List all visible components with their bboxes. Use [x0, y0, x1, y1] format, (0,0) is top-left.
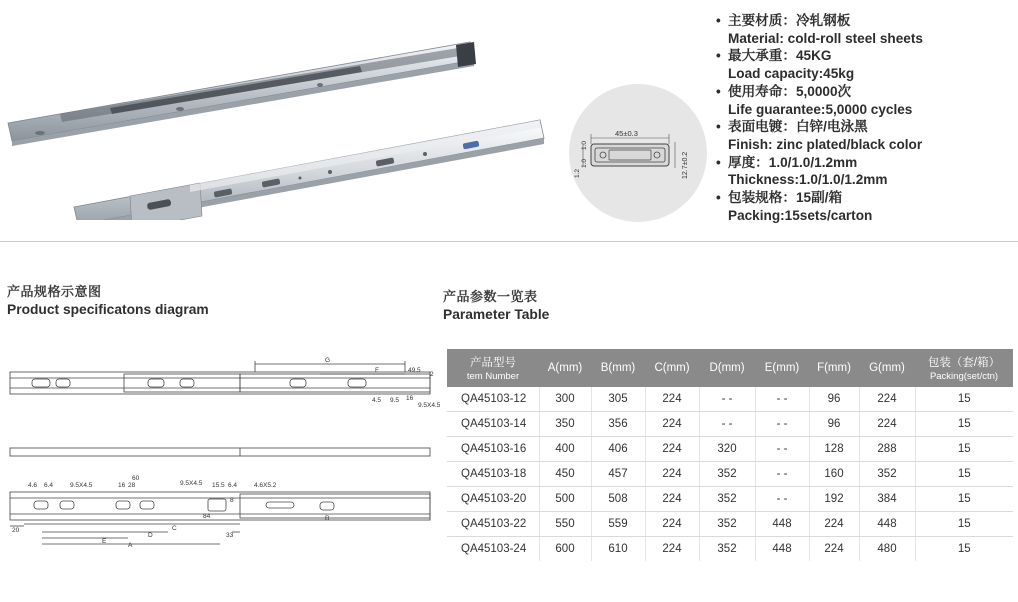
- value-cell: 300: [539, 387, 591, 412]
- dim-C: C: [172, 525, 177, 532]
- model-cell: QA45103-16: [447, 437, 539, 462]
- value-cell: 224: [645, 387, 699, 412]
- value-cell: - -: [699, 387, 755, 412]
- dim-b-4-6: 4.6: [28, 482, 38, 489]
- value-cell: 352: [699, 462, 755, 487]
- value-cell: 288: [859, 437, 915, 462]
- spec-en-load: Load capacity:45kg: [728, 66, 855, 82]
- value-cell: 600: [539, 537, 591, 562]
- value-cell: 224: [809, 512, 859, 537]
- section-right-label: 12.7±0.2: [682, 151, 689, 179]
- dim-b-28: 28: [128, 482, 136, 489]
- dim-4-5: 4.5: [372, 397, 382, 404]
- value-cell: 15: [915, 512, 1013, 537]
- section-left-label-b: 1.0: [581, 140, 588, 150]
- parameter-table: [447, 349, 1013, 561]
- value-cell: 500: [539, 487, 591, 512]
- diagram-heading: [7, 281, 209, 317]
- diagram-heading-en: Product specificatons diagram: [7, 302, 209, 317]
- value-cell: 356: [591, 412, 645, 437]
- model-cell: QA45103-20: [447, 487, 539, 512]
- dim-b-84: 84: [203, 513, 211, 520]
- spec-cn-load: • 最大承重：45KG: [716, 48, 832, 64]
- value-cell: 352: [699, 512, 755, 537]
- dim-b-6-4-b: 6.4: [228, 482, 238, 489]
- spec-en-thickness: Thickness:1.0/1.0/1.2mm: [728, 172, 888, 188]
- spec-cn-finish: • 表面电镀：白锌/电泳黑: [716, 119, 868, 135]
- value-cell: 448: [755, 537, 809, 562]
- value-cell: 352: [859, 462, 915, 487]
- value-cell: 224: [645, 462, 699, 487]
- table-row: [447, 437, 1013, 462]
- spec-cn-life: • 使用寿命：5,0000次: [716, 83, 852, 99]
- dim-b-9-5x4-5: 9.5X4.5: [70, 482, 93, 489]
- dim-b-8: 8: [230, 497, 234, 504]
- value-cell: 96: [809, 412, 859, 437]
- model-cell: QA45103-24: [447, 537, 539, 562]
- specs-list: [716, 12, 1016, 224]
- dim-b-16: 16: [118, 482, 126, 489]
- model-cell: QA45103-14: [447, 412, 539, 437]
- spec-en-life: Life guarantee:5,0000 cycles: [728, 101, 913, 117]
- value-cell: 320: [699, 437, 755, 462]
- value-cell: 384: [859, 487, 915, 512]
- value-cell: 15: [957, 543, 971, 555]
- table-heading: [443, 286, 549, 322]
- value-cell: 224: [645, 437, 699, 462]
- dim-b-20: 20: [12, 527, 20, 534]
- specification-diagram: [0, 352, 440, 547]
- value-cell: 128: [809, 437, 859, 462]
- col-c: C(mm): [645, 349, 699, 387]
- dim-D: D: [148, 532, 153, 539]
- spec-cn-thickness: • 厚度：1.0/1.0/1.2mm: [716, 154, 858, 170]
- value-cell: 224: [859, 412, 915, 437]
- value-cell: 160: [809, 462, 859, 487]
- col-packing: 包装（套/箱） Packing(set/ctn): [915, 349, 1013, 387]
- section-left-label-c: 1.0: [581, 158, 588, 168]
- spec-cn-packing: • 包装规格：15副/箱: [716, 190, 843, 206]
- table-row: [447, 412, 1013, 437]
- dim-b-60: 60: [132, 475, 140, 482]
- section-left-label-a: 1.2: [574, 168, 581, 178]
- spec-cn-material: • 主要材质：冷轧钢板: [716, 13, 851, 28]
- value-cell: 224: [809, 537, 859, 562]
- spec-en-packing: Packing:15sets/carton: [728, 207, 873, 223]
- value-cell: 352: [699, 537, 755, 562]
- value-cell: 352: [699, 487, 755, 512]
- dim-F: F: [375, 367, 379, 374]
- spec-en-material: Material: cold-roll steel sheets: [728, 30, 923, 46]
- value-cell: 448: [755, 512, 809, 537]
- value-cell: - -: [755, 437, 809, 462]
- section-width-label: 45±0.3: [615, 129, 638, 138]
- value-cell: 450: [539, 462, 591, 487]
- value-cell: 96: [809, 387, 859, 412]
- value-cell: 15: [915, 462, 1013, 487]
- value-cell: 550: [539, 512, 591, 537]
- value-cell: 305: [591, 387, 645, 412]
- table-row: [447, 512, 1013, 537]
- col-b: B(mm): [591, 349, 645, 387]
- dim-b-9-5x4-5-b: 9.5X4.5: [180, 480, 203, 487]
- diagram-heading-cn: 产品规格示意图: [7, 284, 102, 299]
- model-cell: QA45103-12: [447, 387, 539, 412]
- value-cell: - -: [755, 487, 809, 512]
- dim-b-4-6x5-2: 4.6X5.2: [254, 482, 277, 489]
- dim-9-5: 9.5: [390, 397, 400, 404]
- table-body: [447, 387, 1013, 561]
- value-cell: - -: [699, 412, 755, 437]
- dim-A: A: [128, 542, 133, 547]
- dim-b-6-4: 6.4: [44, 482, 54, 489]
- col-e: E(mm): [755, 349, 809, 387]
- table-row: [447, 487, 1013, 512]
- col-g: G(mm): [859, 349, 915, 387]
- table-row: [447, 537, 1013, 562]
- dim-2: 2: [430, 371, 434, 378]
- dim-16: 16: [406, 395, 414, 402]
- upper-slide: [8, 20, 476, 146]
- table-header-row: [447, 349, 1013, 387]
- value-cell: - -: [755, 387, 809, 412]
- dim-9-5x4-5: 9.5X4.5: [418, 402, 440, 409]
- value-cell: 15: [915, 437, 1013, 462]
- model-cell: QA45103-22: [447, 512, 539, 537]
- value-cell: 224: [859, 387, 915, 412]
- value-cell: 224: [645, 487, 699, 512]
- dim-49-5: 49.5: [408, 367, 421, 374]
- value-cell: 406: [591, 437, 645, 462]
- cross-section-view: [569, 84, 707, 222]
- dim-G: G: [325, 357, 331, 364]
- value-cell: 224: [645, 537, 699, 562]
- value-cell: 508: [591, 487, 645, 512]
- model-cell: QA45103-18: [447, 462, 539, 487]
- value-cell: 448: [859, 512, 915, 537]
- col-model: 产品型号 tem Number: [447, 349, 539, 387]
- value-cell: 15: [915, 387, 1013, 412]
- dim-b-33: 33: [226, 532, 234, 539]
- value-cell: 224: [645, 512, 699, 537]
- product-photo: [0, 20, 560, 220]
- value-cell: 457: [591, 462, 645, 487]
- table-heading-cn: 产品参数一览表: [443, 289, 538, 304]
- value-cell: 350: [539, 412, 591, 437]
- table-row: [447, 462, 1013, 487]
- value-cell: 15: [915, 487, 1013, 512]
- section-divider: [0, 241, 1018, 242]
- col-a: A(mm): [539, 349, 591, 387]
- spec-en-finish: Finish: zinc plated/black color: [728, 136, 923, 152]
- table-row: [447, 387, 1013, 412]
- col-f: F(mm): [809, 349, 859, 387]
- value-cell: 610: [591, 537, 645, 562]
- value-cell: 480: [859, 537, 915, 562]
- lower-slide: [74, 120, 544, 220]
- value-cell: - -: [755, 462, 809, 487]
- value-cell: - -: [755, 412, 809, 437]
- value-cell: 559: [591, 512, 645, 537]
- value-cell: 224: [645, 412, 699, 437]
- dim-B: B: [325, 515, 330, 522]
- value-cell: 15: [915, 412, 1013, 437]
- value-cell: 400: [539, 437, 591, 462]
- value-cell: 192: [809, 487, 859, 512]
- table-heading-en: Parameter Table: [443, 307, 550, 322]
- dim-b-15-5: 15.5: [212, 482, 225, 489]
- dim-E: E: [102, 538, 107, 545]
- col-d: D(mm): [699, 349, 755, 387]
